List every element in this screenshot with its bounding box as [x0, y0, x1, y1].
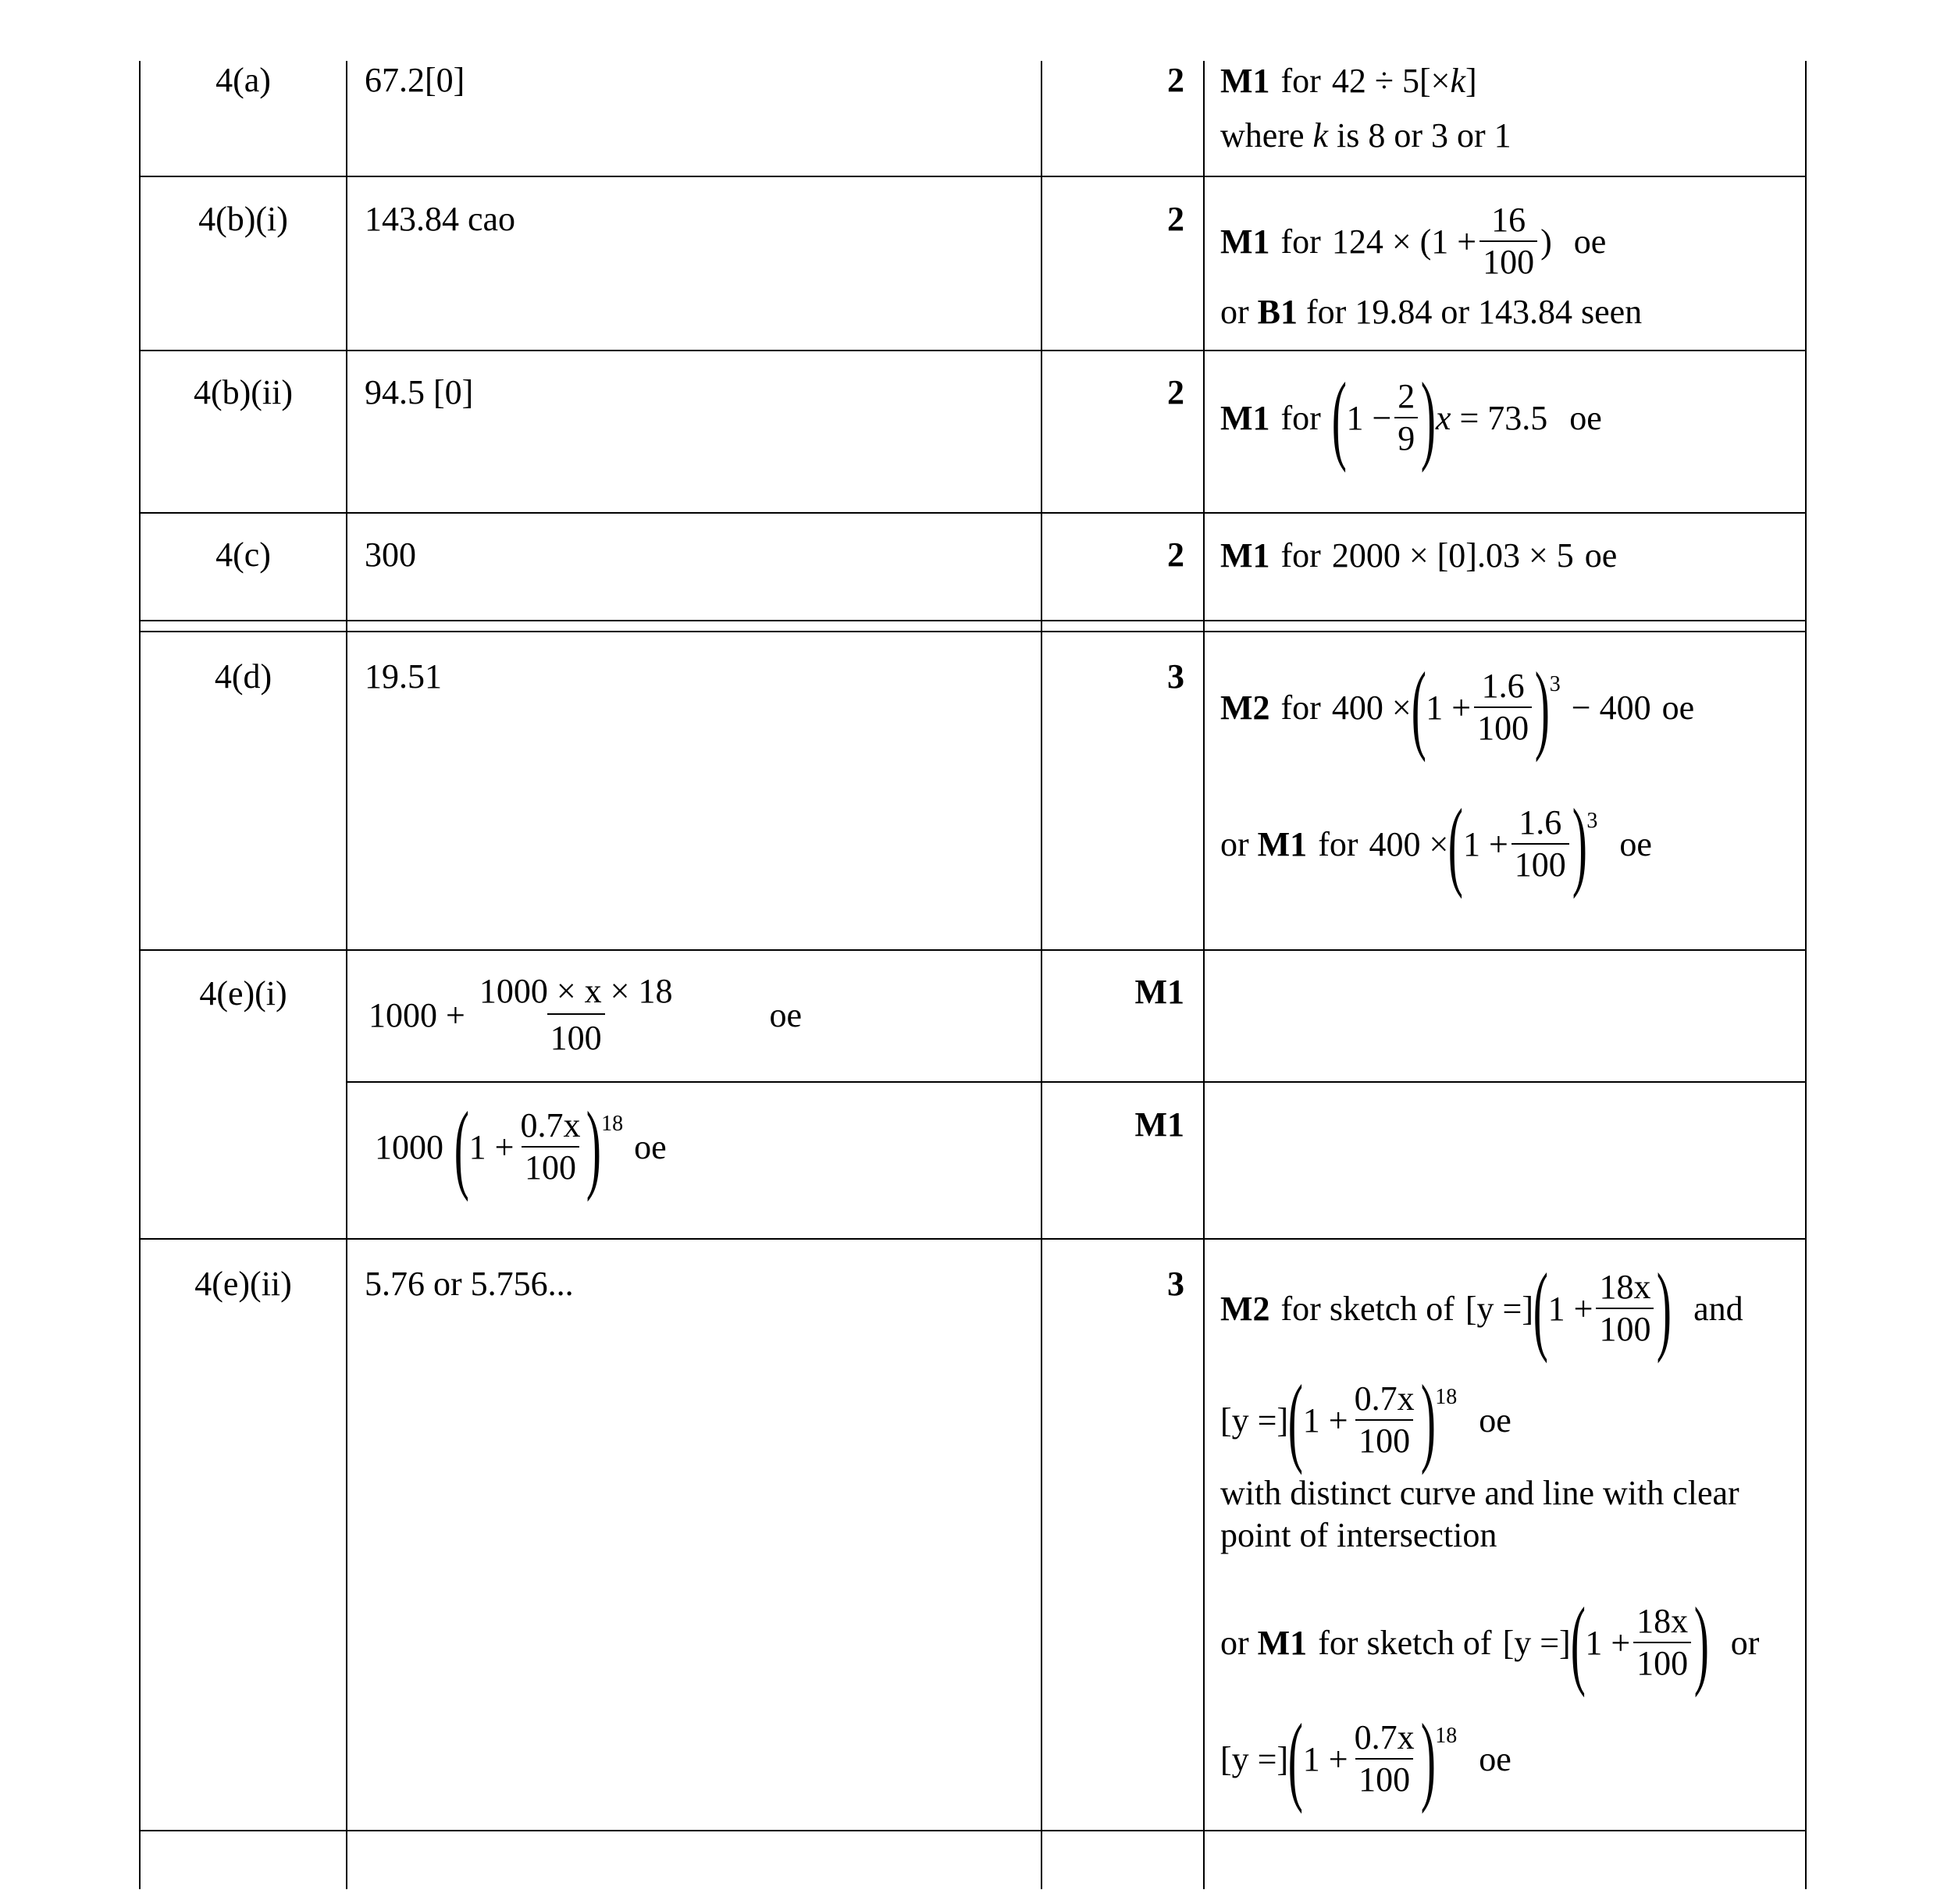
row-divider: [139, 949, 1807, 951]
math-expression: 1 +: [1302, 1400, 1348, 1440]
guidance-line: [1220, 292, 1642, 332]
guidance-line: [1220, 652, 1695, 763]
guidance-word: or: [1730, 1623, 1760, 1662]
guidance-line: [1220, 116, 1512, 155]
left-paren: (: [1287, 1703, 1304, 1815]
math-expression: 1 +: [1302, 1739, 1348, 1778]
part-label: 4(c): [215, 536, 271, 574]
oe-label: oe: [1479, 1400, 1512, 1440]
math-bracket: ]: [1465, 62, 1477, 100]
guidance-line: [1220, 362, 1602, 474]
exponent: 3: [1549, 672, 1561, 696]
math-expression: [y =]: [1465, 1289, 1534, 1328]
guidance-text: point of intersection: [1220, 1516, 1497, 1554]
guidance-word: for: [1280, 398, 1321, 437]
guidance-line: [1220, 788, 1652, 900]
marks-value: M1: [1134, 1105, 1184, 1144]
left-paren: (: [1411, 652, 1426, 763]
denominator: 100: [1474, 706, 1532, 747]
guidance-text: or: [1220, 1623, 1258, 1662]
marks-value: M1: [1134, 973, 1184, 1011]
math-expression: [y =]: [1502, 1623, 1571, 1662]
numerator: 16: [1491, 201, 1526, 239]
oe-label: oe: [1584, 536, 1618, 575]
guidance-text: where: [1220, 116, 1313, 155]
part-label: 4(d): [214, 657, 272, 696]
mark-code: M2: [1220, 688, 1270, 727]
part-label: 4(e)(i): [199, 974, 287, 1013]
row-divider-partial: [346, 1081, 1807, 1083]
math-expression: 1 +: [1547, 1289, 1593, 1328]
math-expression: 1 +: [1585, 1623, 1631, 1662]
math-variable: x: [1435, 398, 1451, 437]
table-divider-part: [346, 61, 347, 1889]
guidance-text: or: [1220, 293, 1258, 331]
row-divider: [139, 176, 1807, 177]
row-divider: [139, 512, 1807, 514]
guidance-line: [1220, 536, 1617, 575]
math-expression: = 73.5: [1451, 398, 1548, 437]
marks-value: 2: [1167, 200, 1184, 238]
fraction: [472, 973, 681, 1058]
mark-code: M1: [1220, 398, 1270, 437]
denominator: 100: [1512, 843, 1569, 884]
right-paren: ): [1693, 1587, 1710, 1699]
row-divider: [139, 350, 1807, 351]
mark-code: M1: [1220, 222, 1270, 261]
table-border-right: [1805, 61, 1807, 1889]
fraction: [1479, 201, 1537, 282]
guidance-word: for sketch of: [1280, 1289, 1455, 1328]
math-expression: 124 × (1 +: [1331, 222, 1477, 261]
guidance-line: [1220, 1253, 1743, 1365]
fraction: [1633, 1603, 1691, 1683]
math-expression: 400 ×: [1369, 824, 1449, 863]
fraction: [517, 1107, 583, 1187]
oe-label: oe: [769, 995, 802, 1034]
guidance-text: is 8 or 3 or 1: [1328, 116, 1512, 155]
marks-value: 3: [1167, 657, 1184, 696]
left-paren: (: [1287, 1365, 1304, 1476]
guidance-text: with distinct curve and line with clear: [1220, 1474, 1739, 1512]
left-paren: (: [1331, 362, 1347, 474]
mark-code: B1: [1257, 293, 1298, 331]
oe-label: oe: [1573, 222, 1607, 261]
part-label: 4(b)(i): [198, 200, 288, 238]
denominator: 100: [1479, 240, 1537, 281]
marks-value: 2: [1167, 373, 1184, 411]
math-expression: 42 ÷ 5[×: [1331, 62, 1451, 100]
guidance-word: for: [1280, 688, 1321, 727]
fraction: [1596, 1269, 1654, 1349]
right-paren: ): [1421, 362, 1437, 474]
exponent: 18: [601, 1112, 624, 1136]
guidance-word: for: [1318, 824, 1358, 863]
right-paren: ): [1420, 1703, 1436, 1815]
math-variable: k: [1312, 116, 1329, 155]
right-paren: ): [1572, 788, 1587, 900]
part-label: 4(a): [215, 61, 271, 99]
oe-label: oe: [1479, 1739, 1512, 1778]
guidance-line: [1220, 61, 1477, 101]
exponent: 18: [1435, 1724, 1458, 1748]
guidance-word: for: [1280, 536, 1321, 575]
math-bracket: ): [1540, 222, 1552, 261]
numerator: 1.6: [1519, 803, 1562, 842]
left-paren: (: [1448, 788, 1464, 900]
oe-label: oe: [634, 1127, 667, 1166]
math-expression: [y =]: [1220, 1400, 1289, 1440]
guidance-word: for: [1280, 222, 1321, 261]
right-paren: ): [1420, 1365, 1436, 1476]
numerator: 18x: [1636, 1602, 1689, 1640]
denominator: 100: [547, 1013, 605, 1057]
fraction: [1512, 804, 1569, 884]
guidance-line: [1220, 201, 1606, 282]
answer-expression: [375, 1091, 667, 1203]
fraction: [1474, 667, 1532, 748]
math-expression: 1 +: [468, 1127, 515, 1166]
marks-value: 2: [1167, 61, 1184, 99]
numerator: 1.6: [1481, 667, 1525, 705]
marks-value: 3: [1167, 1265, 1184, 1303]
numerator: 1000 × x × 18: [479, 972, 673, 1010]
mark-code: M2: [1220, 1289, 1270, 1328]
answer-text: 94.5 [0]: [365, 373, 474, 411]
row-divider: [139, 1238, 1807, 1240]
mark-code: M1: [1220, 62, 1270, 100]
answer-text: 143.84 cao: [365, 200, 516, 238]
numerator: 18x: [1599, 1268, 1651, 1306]
oe-label: oe: [1661, 688, 1695, 727]
guidance-word: for: [1280, 62, 1321, 100]
guidance-word: for sketch of: [1318, 1623, 1492, 1662]
denominator: 100: [1355, 1758, 1413, 1799]
math-expression: 1 +: [1462, 824, 1508, 863]
math-expression: 1 +: [1426, 688, 1472, 727]
denominator: 100: [1596, 1308, 1654, 1348]
exponent: 3: [1586, 809, 1598, 833]
exponent: 18: [1435, 1385, 1458, 1409]
left-paren: (: [1533, 1253, 1548, 1365]
mark-code: M1: [1220, 536, 1270, 575]
answer-text: 5.76 or 5.756...: [365, 1265, 574, 1303]
denominator: 100: [1633, 1642, 1691, 1682]
math-expression: [y =]: [1220, 1739, 1289, 1778]
fraction: [1351, 1380, 1418, 1461]
answer-expression: [369, 973, 802, 1058]
math-expression: 1 −: [1346, 398, 1392, 437]
math-expression: 1000: [375, 1127, 443, 1166]
fraction: [1351, 1719, 1418, 1799]
row-divider: [139, 631, 1807, 632]
marks-value: 2: [1167, 536, 1184, 574]
row-divider: [139, 1830, 1807, 1831]
mark-code: M1: [1257, 1623, 1308, 1662]
answer-text: 67.2[0]: [365, 61, 465, 99]
math-variable: k: [1450, 62, 1465, 100]
left-paren: (: [454, 1091, 469, 1203]
oe-label: oe: [1569, 398, 1602, 437]
guidance-line: [1220, 1365, 1512, 1476]
answer-text: 19.51: [365, 657, 442, 696]
numerator: 0.7x: [1354, 1379, 1415, 1418]
guidance-line: [1220, 1587, 1760, 1699]
guidance-word: and: [1693, 1289, 1743, 1328]
part-label: 4(e)(ii): [194, 1265, 292, 1303]
math-expression: − 400: [1571, 688, 1651, 727]
guidance-text: for 19.84 or 143.84 seen: [1298, 293, 1643, 331]
right-paren: ): [586, 1091, 602, 1203]
math-expression: 2000 × [0].03 × 5: [1331, 536, 1574, 575]
numerator: 0.7x: [1354, 1718, 1415, 1756]
mark-code: M1: [1257, 824, 1308, 863]
answer-text: 300: [365, 536, 416, 574]
denominator: 100: [1355, 1419, 1413, 1460]
denominator: 9: [1394, 417, 1418, 457]
left-paren: (: [1570, 1587, 1586, 1699]
guidance-line: [1220, 1703, 1512, 1815]
right-paren: ): [1534, 652, 1551, 763]
denominator: 100: [522, 1146, 579, 1187]
fraction: [1394, 378, 1418, 458]
row-divider: [139, 620, 1807, 621]
math-expression: 400 ×: [1331, 688, 1412, 727]
math-expression: 1000 +: [369, 995, 465, 1034]
table-divider-marks: [1203, 61, 1205, 1889]
guidance-text: or: [1220, 824, 1258, 863]
right-paren: ): [1657, 1253, 1672, 1365]
oe-label: oe: [1619, 824, 1652, 863]
part-label: 4(b)(ii): [193, 373, 294, 411]
numerator: 0.7x: [520, 1106, 581, 1144]
numerator: 2: [1398, 377, 1415, 415]
